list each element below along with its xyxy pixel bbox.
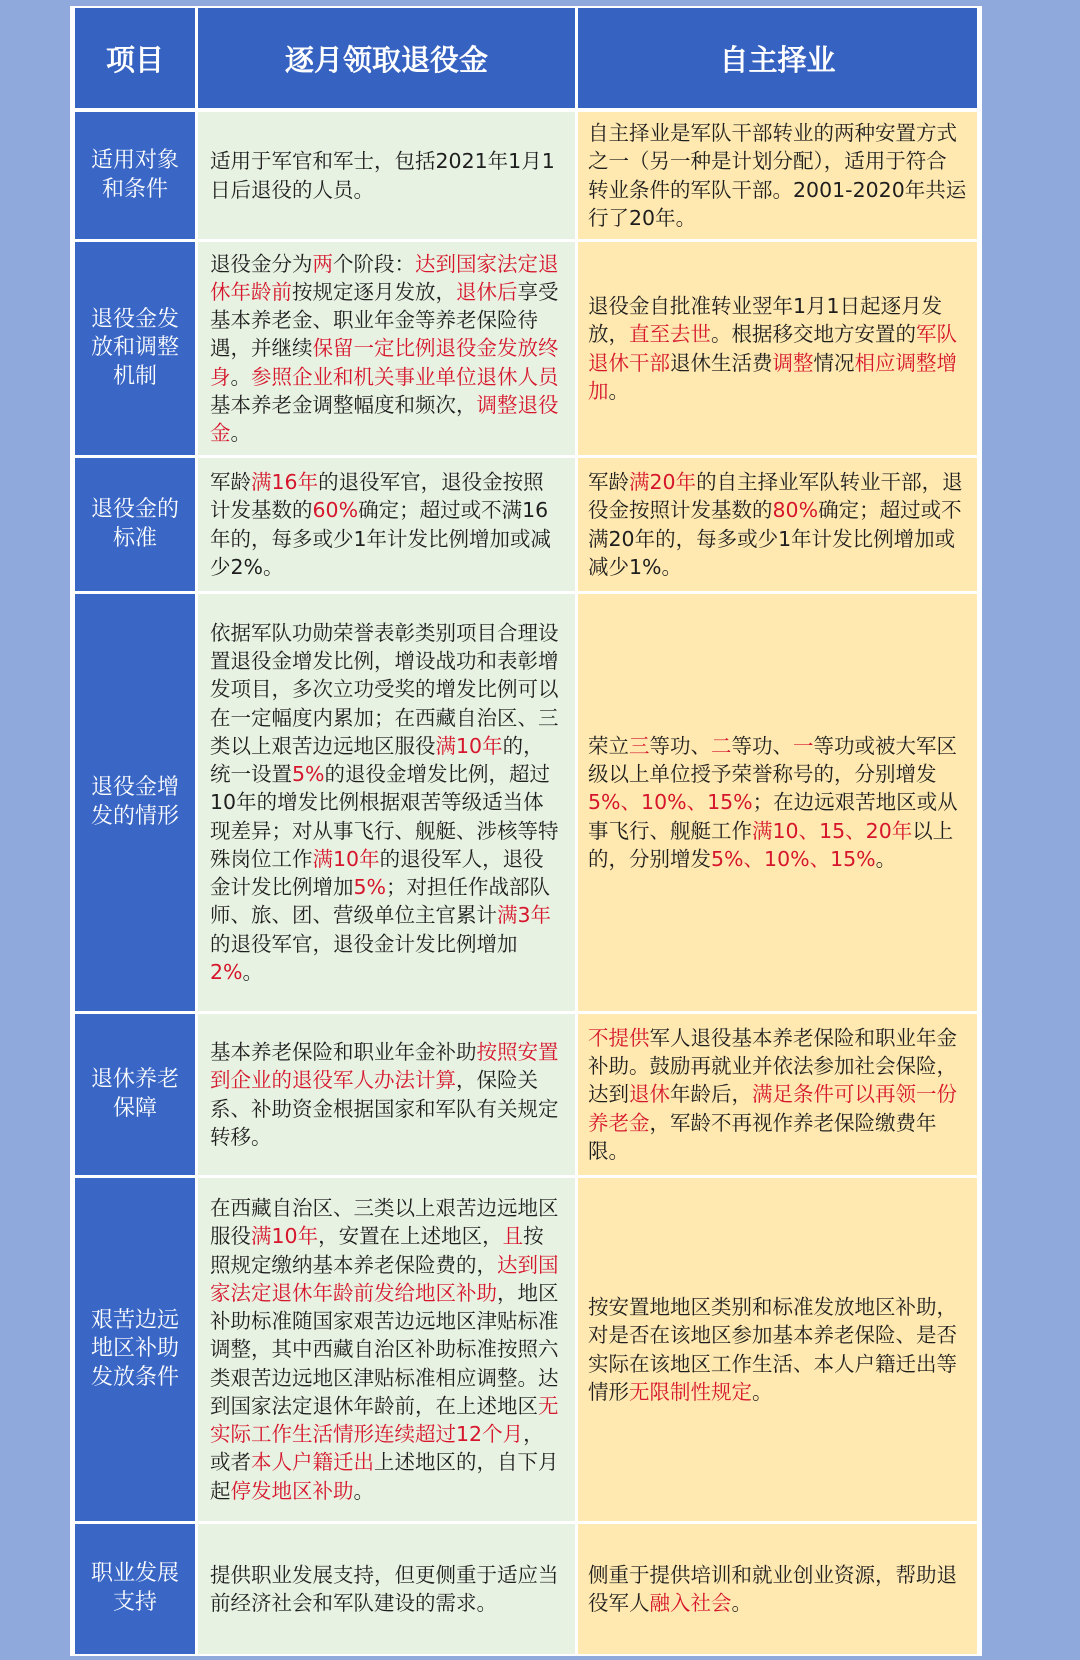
table-row — [75, 1014, 977, 1178]
body-text: 情况 — [813, 350, 855, 375]
body-text: 荣立 — [588, 733, 629, 758]
row-left-cell — [198, 112, 575, 242]
body-text: 。 — [230, 364, 251, 389]
body-text: 确定；超过或不满16年的，每多或少1年计发比例增加或减少2%。 — [210, 498, 552, 579]
highlight-text: 调整 — [772, 350, 814, 375]
body-text: 确定；超过或不满20年的，每多或少1年计发比例增加或减少1%。 — [588, 498, 962, 579]
body-text: ，军龄不再视作养老保险缴费年限。 — [588, 1110, 937, 1163]
highlight-text: 达到国家法定退休年龄前发给地区补助 — [210, 1252, 559, 1305]
highlight-text: 二 — [711, 733, 732, 758]
row-right-cell — [578, 1178, 977, 1524]
body-text: ，地区补助标准随国家艰苦边远地区津贴标准调整，其中西藏自治区补助标准按照六类艰苦边远地区津贴标准相应调整。达到国家法定退休年龄前，在上述地区 — [210, 1280, 559, 1418]
body-text: 自主择业是军队干部转业的两种安置方式之一（另一种是计划分配），适用于符合转业条件的军队干部。2001-2020年共运行了20年。 — [588, 120, 967, 230]
body-text: 的退役军官，退役金计发比例增加 — [210, 931, 518, 956]
row-label: 职业发展支持 — [75, 1524, 195, 1654]
body-text: 享受基本养老金、职业年金等养老保险待遇，并继续 — [210, 279, 559, 361]
body-text: 。 — [731, 1591, 752, 1615]
row-label: 退役金增发的情形 — [75, 594, 195, 1014]
highlight-text: 相应调整增加 — [588, 350, 957, 403]
row-right-cell — [578, 112, 977, 242]
row-right-cell — [578, 242, 977, 458]
body-text: 等功或被大军区级以上单位授予荣誉称号的，分别增发 — [588, 733, 957, 787]
highlight-text: 融入社会 — [649, 1591, 732, 1615]
highlight-text: 达到国家法定退休年龄前 — [210, 251, 559, 304]
body-text: 个阶段： — [333, 251, 415, 276]
highlight-text: 满3年 — [497, 903, 552, 928]
highlight-text: 调整退役金 — [210, 392, 559, 446]
table-row — [75, 594, 977, 1014]
row-left-cell — [198, 1178, 575, 1524]
highlight-text: 不提供 — [588, 1025, 650, 1050]
table-row — [75, 112, 977, 242]
body-text: ，保险关系、补助资金根据国家和军队有关规定转移。 — [210, 1068, 559, 1149]
body-text: ，或者 — [210, 1422, 544, 1475]
row-right-cell — [578, 458, 977, 594]
highlight-text: 满10、15、20年 — [752, 818, 913, 843]
body-text: ；在边远艰苦地区或从事飞行、舰艇工作 — [588, 790, 958, 843]
body-text: ，安置在上述地区， — [318, 1224, 503, 1249]
highlight-text: 满10年 — [312, 846, 380, 871]
body-text: 以上的，分别增发 — [588, 818, 954, 871]
body-text: 军龄 — [588, 469, 629, 494]
highlight-text: 一 — [793, 733, 814, 758]
body-text: 按安置地地区类别和标准发放地区补助，对是否在该地区参加基本养老保险、是否实际在该地区工作生活、本人户籍迁出等情形 — [588, 1294, 957, 1404]
body-text: 。 — [230, 421, 251, 446]
highlight-text: 5% — [292, 762, 325, 787]
body-text: 的自主择业军队转业干部，退役金按照计发基数的 — [588, 469, 963, 523]
body-text: 。 — [752, 1379, 773, 1404]
body-text: 年龄后， — [670, 1082, 752, 1107]
body-text: 基本养老保险和职业年金补助 — [210, 1039, 477, 1064]
highlight-text: 军队退休干部 — [588, 322, 957, 375]
row-label: 艰苦边远地区补助发放条件 — [75, 1178, 195, 1524]
highlight-text: 80% — [772, 498, 819, 523]
body-text: 提供职业发展支持，但更侧重于适应当前经济社会和军队建设的需求。 — [210, 1562, 559, 1615]
comparison-sheet — [70, 6, 982, 1656]
highlight-text: 退休后 — [456, 279, 518, 304]
body-text: ；对担任作战部队师、旅、团、营级单位主官累计 — [210, 875, 551, 928]
highlight-text: 本人户籍迁出 — [251, 1450, 374, 1475]
highlight-text: 无限制性规定 — [629, 1379, 752, 1404]
body-text: 。 — [242, 960, 264, 985]
highlight-text: 60% — [312, 498, 359, 523]
table-row — [75, 458, 977, 594]
highlight-text: 参照企业和机关事业单位退休人员 — [251, 364, 559, 389]
body-text: 。 — [608, 378, 629, 403]
row-left-cell — [198, 458, 575, 594]
row-left-cell — [198, 1524, 575, 1654]
table-row — [75, 242, 977, 458]
highlight-text: 满10年 — [435, 733, 503, 758]
row-label: 退休养老保障 — [75, 1014, 195, 1178]
body-text: 按规定逐月发放， — [292, 279, 456, 304]
highlight-text: 满足条件可以再领一份养老金 — [588, 1082, 957, 1135]
body-text: 的，统一设置 — [210, 733, 544, 787]
row-label: 退役金的标准 — [75, 458, 195, 594]
row-left-cell — [198, 594, 575, 1014]
row-label: 退役金发放和调整机制 — [75, 242, 195, 458]
highlight-text: 停发地区补助 — [230, 1478, 354, 1503]
highlight-text: 满16年 — [251, 469, 319, 494]
body-text: 侧重于提供培训和就业创业资源，帮助退役军人 — [588, 1562, 957, 1615]
body-text: 。 — [875, 846, 897, 871]
row-left-cell — [198, 1014, 575, 1178]
body-text: 基本养老金调整幅度和频次， — [210, 392, 477, 417]
table-row — [75, 1524, 977, 1654]
table-row — [75, 1178, 977, 1524]
highlight-text: 满20年 — [629, 469, 697, 494]
comparison-table — [72, 8, 980, 1654]
body-text: 在西藏自治区、三类以上艰苦边远地区服役 — [210, 1195, 559, 1249]
body-text: 退役金自批准转业翌年1月1日起逐月发放， — [588, 293, 943, 347]
row-label: 适用对象和条件 — [75, 112, 195, 242]
highlight-text: 5%、10%、15% — [711, 846, 876, 871]
body-text: 适用于军官和军士，包括2021年1月1日后退役的人员。 — [210, 149, 555, 202]
header-monthly-retirement-pay: 逐月领取退役金 — [198, 8, 575, 112]
header-row — [75, 8, 977, 112]
highlight-text: 按照安置到企业的退役军人办法计算 — [210, 1039, 559, 1093]
body-text: 退役金分为 — [210, 251, 313, 276]
highlight-text: 5%、10%、15% — [588, 790, 753, 815]
row-right-cell — [578, 1524, 977, 1654]
header-self-employment: 自主择业 — [578, 8, 977, 112]
highlight-text: 退休 — [629, 1082, 670, 1107]
body-text: 的退役金增发比例，超过10年的增发比例根据艰苦等级适当体现差异；对从事飞行、舰艇、涉核等特殊岗位工作 — [210, 762, 559, 871]
highlight-text: 5% — [353, 875, 387, 900]
row-right-cell — [578, 1014, 977, 1178]
highlight-text: 满10年 — [251, 1224, 319, 1249]
body-text: 按照规定缴纳基本养老保险费的， — [210, 1224, 544, 1277]
body-text: 退休生活费 — [670, 350, 773, 375]
header-item: 项目 — [75, 8, 195, 112]
body-text: 。根据移交地方安置的 — [711, 322, 916, 347]
highlight-text: 无实际工作生活情形连续超过12个月 — [210, 1393, 559, 1447]
body-text: 的退役军人，退役金计发比例增加 — [210, 846, 544, 900]
row-left-cell — [198, 242, 575, 458]
highlight-text: 两 — [312, 251, 333, 276]
body-text: 的退役军官，退役金按照计发基数的 — [210, 469, 544, 523]
body-text: 军人退役基本养老保险和职业年金补助。鼓励再就业并依法参加社会保险，达到 — [588, 1025, 957, 1107]
body-text: 等功、 — [731, 733, 793, 758]
highlight-text: 2% — [210, 960, 243, 985]
highlight-text: 且 — [502, 1224, 524, 1249]
body-text: 依据军队功勋荣誉表彰类别项目合理设置退役金增发比例，增设战功和表彰增发项目，多次立功受奖的增发比例可以在一定幅度内累加；在西藏自治区、三类以上艰苦边远地区服役 — [210, 620, 559, 758]
row-right-cell — [578, 594, 977, 1014]
highlight-text: 保留一定比例退役金发放终身 — [210, 336, 559, 389]
body-text: 。 — [353, 1478, 374, 1503]
body-text: 等功、 — [649, 733, 711, 758]
body-text: 军龄 — [210, 469, 251, 494]
highlight-text: 直至去世 — [629, 322, 711, 347]
body-text: 上述地区的，自下月起 — [210, 1450, 559, 1503]
highlight-text: 三 — [629, 733, 650, 758]
